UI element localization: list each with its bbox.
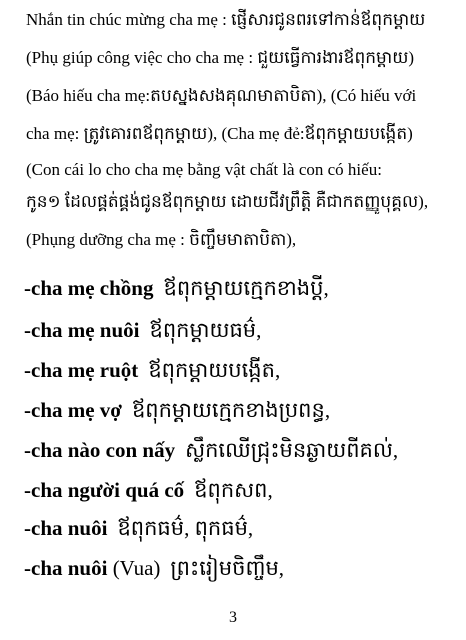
entry-term: -cha mẹ chồng [24, 276, 154, 300]
entry-term: -cha nuôi [24, 556, 108, 580]
entry-translation: ឪពុកធម៌, ពុកធម៌, [117, 516, 254, 540]
entry-term: -cha mẹ ruột [24, 358, 139, 382]
entry-translation: ឪពុកសព, [194, 478, 273, 502]
entry-row [24, 356, 454, 384]
intro-line-6: កូន១ ដែលផ្គត់ផ្គង់ជូនឪពុកម្ដាយ ដោយជីវព្រឹត្តិ គឺជាកតញ្ញូបុគ្គល), [26, 192, 429, 211]
entry-term: -cha mẹ vợ [24, 398, 122, 422]
entry-term: -cha mẹ nuôi [24, 318, 140, 342]
entry-row [24, 396, 454, 424]
intro-line-2: (Phụ giúp công việc cho cha mẹ : ជួយធ្វើការងារឪពុកម្ដាយ) [26, 48, 415, 67]
entry-translation: ឪពុកម្ដាយធម៌, [149, 318, 262, 342]
entry-translation: ព្រះរៀមចិញ្ចឹម, [170, 556, 285, 580]
intro-line-4: cha mẹ: ត្រូវគោរពឪពុកម្ដាយ), (Cha mẹ đẻ:ឪពុកម្ដាយបង្កើត) [26, 124, 413, 143]
entry-translation: ឪពុកម្ដាយក្មេកខាងប្រពន្ធ, [131, 398, 331, 422]
page-number: 3 [229, 609, 237, 626]
entry-row [24, 514, 454, 542]
intro-line-3: (Báo hiếu cha mẹ:តបស្នងសងគុណមាតាបិតា), (Có hiếu với [26, 86, 417, 105]
entry-translation: ឪពុកម្ដាយបង្កើត, [148, 358, 281, 382]
entry-row [24, 476, 454, 504]
entry-translation: ឪពុកម្ដាយក្មេកខាងប្ដី, [163, 276, 329, 300]
intro-line-7: (Phụng dưỡng cha mẹ : ចិញ្ចឹមមាតាបិតា), [26, 230, 297, 249]
intro-line-5: (Con cái lo cho cha mẹ bằng vật chất là con có hiếu: [26, 160, 382, 179]
entry-term: -cha nuôi [24, 516, 108, 540]
entry-note: (Vua) [107, 556, 161, 580]
entry-row [24, 274, 454, 302]
entry-term: -cha nào con nấy [24, 438, 176, 462]
entry-row [24, 554, 454, 582]
entry-row [24, 436, 454, 464]
entry-row [24, 316, 454, 344]
entry-translation: ស្លឹកឈើជ្រុះមិនឆ្ងាយពីគល់, [185, 438, 399, 462]
intro-line-1: Nhắn tin chúc mừng cha mẹ : ផ្ញើសារជូនពរទៅកាន់ឪពុកម្ដាយ [26, 10, 426, 29]
entry-term: -cha người quá cố [24, 478, 185, 502]
